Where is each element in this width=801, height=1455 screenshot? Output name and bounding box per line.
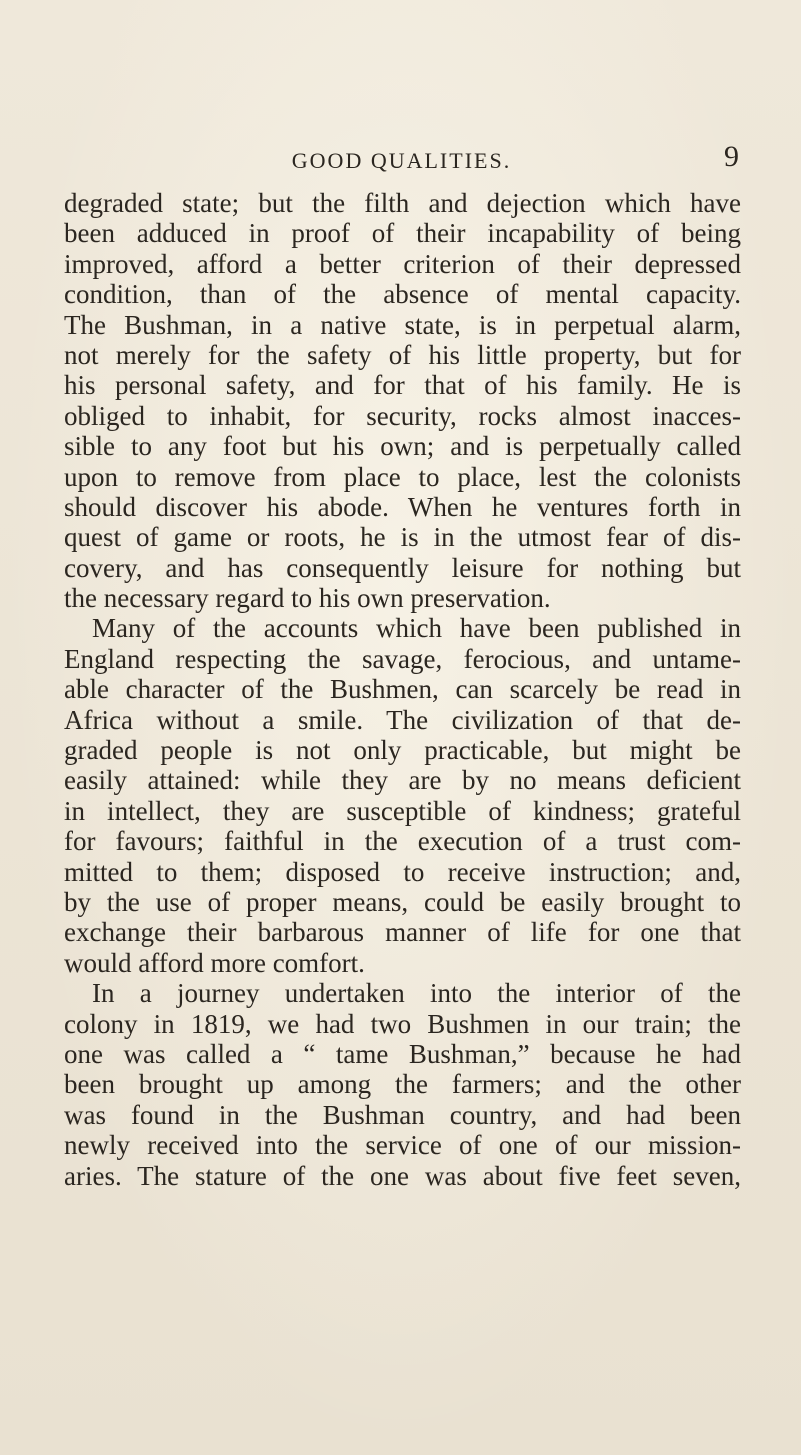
text-line: quest of game or roots, he is in the utmost fear of dis-: [64, 522, 741, 553]
text-line: covery, and has consequently leisure for nothing but: [64, 552, 741, 583]
page-number: 9: [724, 140, 739, 173]
text-line: upon to remove from place to place, lest the colonists: [64, 461, 741, 492]
text-line: his personal safety, and for that of his family. He is: [64, 370, 741, 401]
text-line: was found in the Bushman country, and had been: [64, 1099, 741, 1130]
paragraph-end-line: the necessary regard to his own preservation.: [64, 583, 551, 614]
text-line: exchange their barbarous manner of life for one that: [64, 917, 741, 948]
paragraph-start-line: In a journey undertaken into the interior of the: [92, 978, 741, 1009]
text-line: for favours; faithful in the execution of a trust com-: [64, 826, 741, 857]
text-line: able character of the Bushmen, can scarcely be read in: [64, 674, 741, 705]
text-line: sible to any foot but his own; and is perpetually called: [64, 431, 741, 462]
text-line: by the use of proper means, could be easily brought to: [64, 886, 741, 917]
text-line: The Bushman, in a native state, is in perpetual alarm,: [64, 309, 741, 340]
text-line: aries. The stature of the one was about five feet seven,: [64, 1160, 741, 1191]
text-line: England respecting the savage, ferocious, and untame-: [64, 643, 741, 674]
paragraph-end-line: would afford more comfort.: [64, 947, 365, 978]
text-line: degraded state; but the filth and dejection which have: [64, 188, 741, 218]
text-line: mitted to them; disposed to receive instruction; and,: [64, 856, 741, 887]
text-line: condition, than of the absence of mental capacity.: [64, 279, 741, 310]
running-title: GOOD QUALITIES.: [291, 148, 512, 173]
paragraph-start-line: Many of the accounts which have been published in: [92, 613, 741, 644]
text-line: Africa without a smile. The civilization of that de-: [64, 704, 741, 735]
text-line: easily attained: while they are by no means deficient: [64, 765, 741, 796]
text-line: one was called a “ tame Bushman,” because he had: [64, 1038, 741, 1069]
text-line: obliged to inhabit, for security, rocks almost inacces-: [64, 400, 741, 431]
text-line: been adduced in proof of their incapability of being: [64, 218, 741, 249]
running-head: [64, 140, 739, 179]
text-line: in intellect, they are susceptible of kindness; grateful: [64, 795, 741, 826]
text-line: newly received into the service of one of our mission-: [64, 1130, 741, 1161]
text-line: not merely for the safety of his little property, but for: [64, 339, 741, 370]
body-text: [64, 188, 741, 1191]
text-line: colony in 1819, we had two Bushmen in our train; the: [64, 1008, 741, 1039]
text-line: graded people is not only practicable, but might be: [64, 735, 741, 766]
text-line: should discover his abode. When he ventures forth in: [64, 491, 741, 522]
text-line: been brought up among the farmers; and the other: [64, 1069, 741, 1100]
text-line: improved, afford a better criterion of their depressed: [64, 248, 741, 279]
